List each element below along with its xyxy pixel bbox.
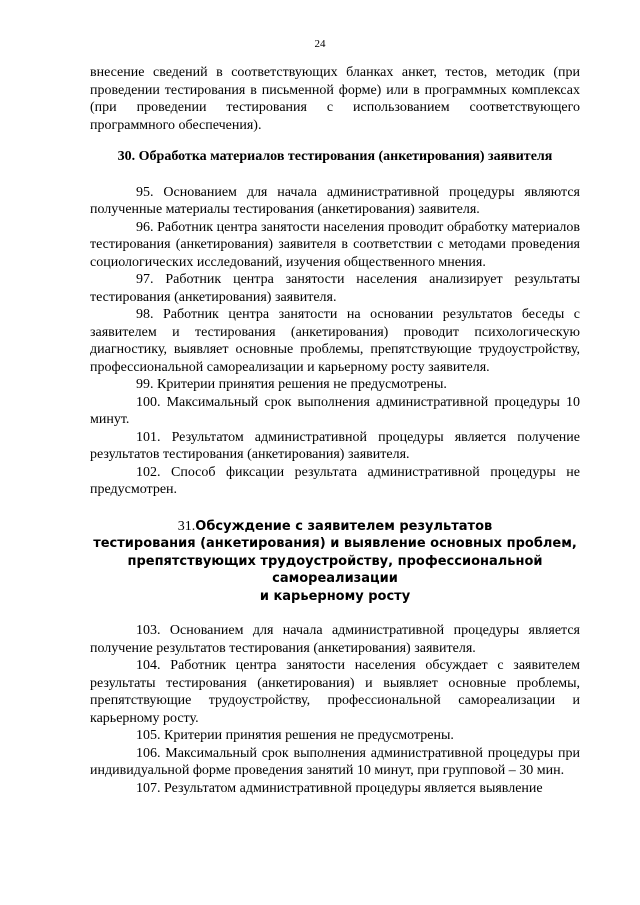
paragraph-103: 103. Основанием для начала административной процедуры является получение результатов тестирования (анкетирования) заявителя. bbox=[90, 623, 580, 656]
section-31-title-line-3: препятствующих трудоустройству, профессиональной самореализации bbox=[127, 553, 543, 586]
paragraph-104: 104. Работник центра занятости населения обсуждает с заявителем результаты тестирования (анкетирования) и выявляет основные проблемы, препятствующие трудоустройству, профессиональной самореализации и карьерному росту. bbox=[90, 658, 580, 726]
paragraph-96: 96. Работник центра занятости населения проводит обработку материалов тестирования (анкетирования) заявителя в соответствии с методами проведения социологических исследований, изучения общественного мнения. bbox=[90, 219, 580, 270]
paragraph-101: 101. Результатом административной процедуры является получение результатов тестирования (анкетирования) заявителя. bbox=[90, 429, 580, 462]
paragraph-100: 100. Максимальный срок выполнения административной процедуры 10 минут. bbox=[90, 394, 580, 427]
paragraph-99: 99. Критерии принятия решения не предусмотрены. bbox=[136, 377, 447, 392]
paragraph-95: 95. Основанием для начала административной процедуры являются полученные материалы тестирования (анкетирования) заявителя. bbox=[90, 184, 580, 217]
paragraph-106: 106. Максимальный срок выполнения административной процедуры при индивидуальной форме проведения занятий 10 минут, при групповой – 30 мин. bbox=[90, 745, 580, 778]
section-31-number: 31. bbox=[177, 518, 196, 534]
page-content bbox=[90, 64, 580, 797]
paragraph-107: 107. Результатом административной процедуры является выявление bbox=[136, 780, 543, 796]
intro-paragraph: внесение сведений в соответствующих бланках анкет, тестов, методик (при проведении тестирования в письменной форме) или в программных комплексах (при проведении тестирования с использованием соответствующего программного обеспечения). bbox=[90, 65, 580, 133]
paragraph-98: 98. Работник центра занятости на основании результатов беседы с заявителем и тестирования (анкетирования) проводит психологическую диагностику, выявляет основные проблемы, препятствующие трудоустройству, профессиональной самореализации и карьерному росту заявителя. bbox=[90, 307, 580, 375]
section-31-title-line-4: и карьерному росту bbox=[259, 588, 411, 604]
paragraph-102: 102. Способ фиксации результата административной процедуры не предусмотрен. bbox=[90, 464, 580, 497]
paragraph-105: 105. Критерии принятия решения не предусмотрены. bbox=[136, 728, 454, 743]
paragraph-97: 97. Работник центра занятости населения анализирует результаты тестирования (анкетирования) заявителя. bbox=[90, 272, 580, 305]
section-31-title-line-1: Обсуждение с заявителем результатов bbox=[195, 518, 493, 534]
section-31-heading bbox=[90, 518, 580, 606]
section-30-heading: 30. Обработка материалов тестирования (анкетирования) заявителя bbox=[117, 149, 553, 164]
section-31-title-line-2: тестирования (анкетирования) и выявление основных проблем, bbox=[93, 536, 577, 551]
page-number: 24 bbox=[314, 38, 326, 50]
